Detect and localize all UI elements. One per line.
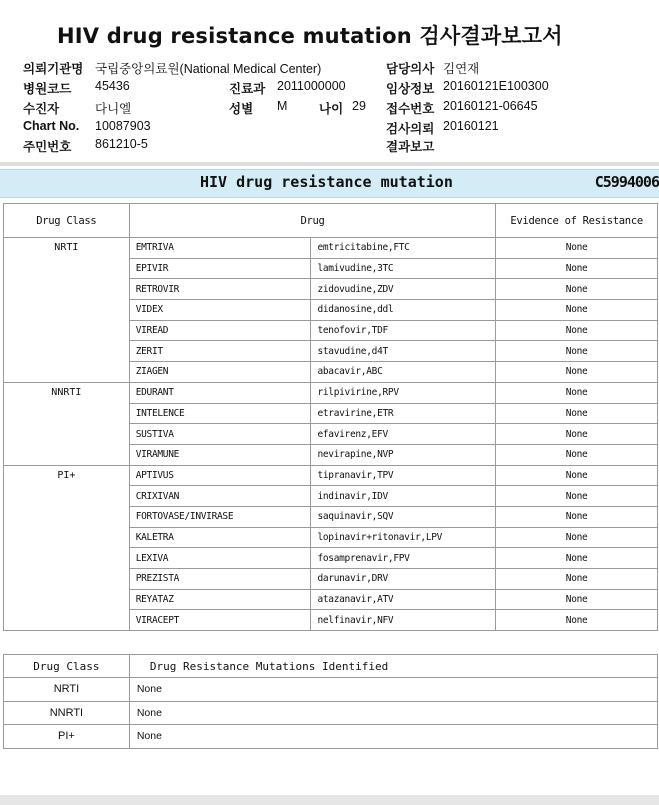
brand-name-cell: ZERIT bbox=[129, 341, 311, 362]
header-mutations: Drug Resistance Mutations Identified bbox=[129, 655, 657, 678]
section-banner bbox=[0, 169, 659, 198]
label-chart-no: Chart No. bbox=[23, 119, 80, 133]
table-header-row bbox=[4, 655, 658, 678]
generic-name-cell: rilpivirine,RPV bbox=[311, 382, 496, 403]
evidence-cell: None bbox=[496, 444, 658, 465]
mutation-value-cell: None bbox=[129, 725, 657, 749]
evidence-cell: None bbox=[496, 238, 658, 259]
generic-name-cell: efavirenz,EFV bbox=[311, 424, 496, 445]
label-doctor: 담당의사 bbox=[386, 62, 435, 76]
generic-name-cell: lamivudine,3TC bbox=[311, 258, 496, 279]
brand-name-cell: CRIXIVAN bbox=[129, 486, 311, 507]
evidence-cell: None bbox=[496, 465, 658, 486]
evidence-cell: None bbox=[496, 300, 658, 321]
evidence-cell: None bbox=[496, 486, 658, 507]
generic-name-cell: emtricitabine,FTC bbox=[311, 238, 496, 259]
header-drug-class: Drug Class bbox=[4, 655, 130, 678]
brand-name-cell: EPIVIR bbox=[129, 258, 311, 279]
drug-resistance-table bbox=[3, 203, 658, 631]
label-department: 진료과 bbox=[229, 82, 266, 96]
brand-name-cell: ZIAGEN bbox=[129, 362, 311, 383]
table-row bbox=[4, 465, 658, 486]
brand-name-cell: FORTOVASE/INVIRASE bbox=[129, 506, 311, 527]
brand-name-cell: PREZISTA bbox=[129, 569, 311, 590]
brand-name-cell: APTIVUS bbox=[129, 465, 311, 486]
brand-name-cell: VIDEX bbox=[129, 300, 311, 321]
evidence-cell: None bbox=[496, 320, 658, 341]
brand-name-cell: VIREAD bbox=[129, 320, 311, 341]
evidence-cell: None bbox=[496, 258, 658, 279]
footer-divider bbox=[0, 795, 659, 805]
label-receipt-number: 접수번호 bbox=[386, 102, 435, 116]
label-result-report: 결과보고 bbox=[386, 140, 435, 154]
evidence-cell: None bbox=[496, 548, 658, 569]
brand-name-cell: EDURANT bbox=[129, 382, 311, 403]
generic-name-cell: indinavir,IDV bbox=[311, 486, 496, 507]
evidence-cell: None bbox=[496, 424, 658, 445]
label-age: 나이 bbox=[319, 102, 344, 116]
label-requesting-institution: 의뢰기관명 bbox=[23, 62, 84, 76]
header-divider bbox=[0, 162, 659, 166]
mutations-table bbox=[3, 654, 658, 749]
value-resident-number: 861210-5 bbox=[95, 137, 148, 151]
brand-name-cell: EMTRIVA bbox=[129, 238, 311, 259]
brand-name-cell: INTELENCE bbox=[129, 403, 311, 424]
banner-code: C5994006 bbox=[594, 173, 659, 191]
value-patient: 다니엘 bbox=[95, 102, 132, 116]
evidence-cell: None bbox=[496, 569, 658, 590]
evidence-cell: None bbox=[496, 362, 658, 383]
generic-name-cell: fosamprenavir,FPV bbox=[311, 548, 496, 569]
brand-name-cell: RETROVIR bbox=[129, 279, 311, 300]
value-clinical-info: 20160121E100300 bbox=[443, 79, 549, 93]
generic-name-cell: nevirapine,NVP bbox=[311, 444, 496, 465]
evidence-cell: None bbox=[496, 279, 658, 300]
mutation-value-cell: None bbox=[129, 701, 657, 725]
table-row bbox=[4, 678, 658, 702]
value-test-request: 20160121 bbox=[443, 119, 499, 133]
label-patient: 수진자 bbox=[23, 102, 60, 116]
value-requesting-institution: 국립중앙의료원(National Medical Center) bbox=[95, 62, 322, 76]
evidence-cell: None bbox=[496, 506, 658, 527]
brand-name-cell: REYATAZ bbox=[129, 589, 311, 610]
evidence-cell: None bbox=[496, 341, 658, 362]
brand-name-cell: VIRACEPT bbox=[129, 610, 311, 631]
brand-name-cell: LEXIVA bbox=[129, 548, 311, 569]
header-drug-class: Drug Class bbox=[4, 204, 130, 238]
generic-name-cell: etravirine,ETR bbox=[311, 403, 496, 424]
table-header-row bbox=[4, 204, 658, 238]
evidence-cell: None bbox=[496, 589, 658, 610]
label-clinical-info: 임상정보 bbox=[386, 82, 435, 96]
drug-class-cell: PI+ bbox=[4, 725, 130, 749]
table-row bbox=[4, 701, 658, 725]
banner-title: HIV drug resistance mutation bbox=[200, 173, 453, 191]
header-drug: Drug bbox=[129, 204, 496, 238]
drug-class-cell: NRTI bbox=[4, 678, 130, 702]
generic-name-cell: lopinavir+ritonavir,LPV bbox=[311, 527, 496, 548]
evidence-cell: None bbox=[496, 610, 658, 631]
table-row bbox=[4, 238, 658, 259]
label-resident-number: 주민번호 bbox=[23, 140, 72, 154]
brand-name-cell: VIRAMUNE bbox=[129, 444, 311, 465]
evidence-cell: None bbox=[496, 382, 658, 403]
value-receipt-number: 20160121-06645 bbox=[443, 99, 538, 113]
value-sex: M bbox=[277, 99, 288, 113]
label-hospital-code: 병원코드 bbox=[23, 82, 72, 96]
generic-name-cell: tenofovir,TDF bbox=[311, 320, 496, 341]
drug-class-cell: NNRTI bbox=[4, 382, 130, 465]
drug-class-cell: PI+ bbox=[4, 465, 130, 631]
value-age: 29 bbox=[352, 99, 366, 113]
generic-name-cell: abacavir,ABC bbox=[311, 362, 496, 383]
drug-class-cell: NRTI bbox=[4, 238, 130, 383]
evidence-cell: None bbox=[496, 527, 658, 548]
label-sex: 성별 bbox=[229, 102, 254, 116]
generic-name-cell: darunavir,DRV bbox=[311, 569, 496, 590]
header-evidence: Evidence of Resistance bbox=[496, 204, 658, 238]
evidence-cell: None bbox=[496, 403, 658, 424]
drug-class-cell: NNRTI bbox=[4, 701, 130, 725]
value-chart-no: 10087903 bbox=[95, 119, 151, 133]
generic-name-cell: stavudine,d4T bbox=[311, 341, 496, 362]
generic-name-cell: atazanavir,ATV bbox=[311, 589, 496, 610]
generic-name-cell: saquinavir,SQV bbox=[311, 506, 496, 527]
label-test-request: 검사의뢰 bbox=[386, 122, 435, 136]
value-hospital-code: 45436 bbox=[95, 79, 130, 93]
brand-name-cell: KALETRA bbox=[129, 527, 311, 548]
generic-name-cell: tipranavir,TPV bbox=[311, 465, 496, 486]
generic-name-cell: zidovudine,ZDV bbox=[311, 279, 496, 300]
value-department: 2011000000 bbox=[277, 79, 346, 93]
mutation-value-cell: None bbox=[129, 678, 657, 702]
generic-name-cell: didanosine,ddl bbox=[311, 300, 496, 321]
table-row bbox=[4, 382, 658, 403]
table-row bbox=[4, 725, 658, 749]
value-doctor: 김연재 bbox=[443, 62, 480, 76]
generic-name-cell: nelfinavir,NFV bbox=[311, 610, 496, 631]
report-title: HIV drug resistance mutation 검사결과보고서 bbox=[57, 24, 563, 48]
brand-name-cell: SUSTIVA bbox=[129, 424, 311, 445]
